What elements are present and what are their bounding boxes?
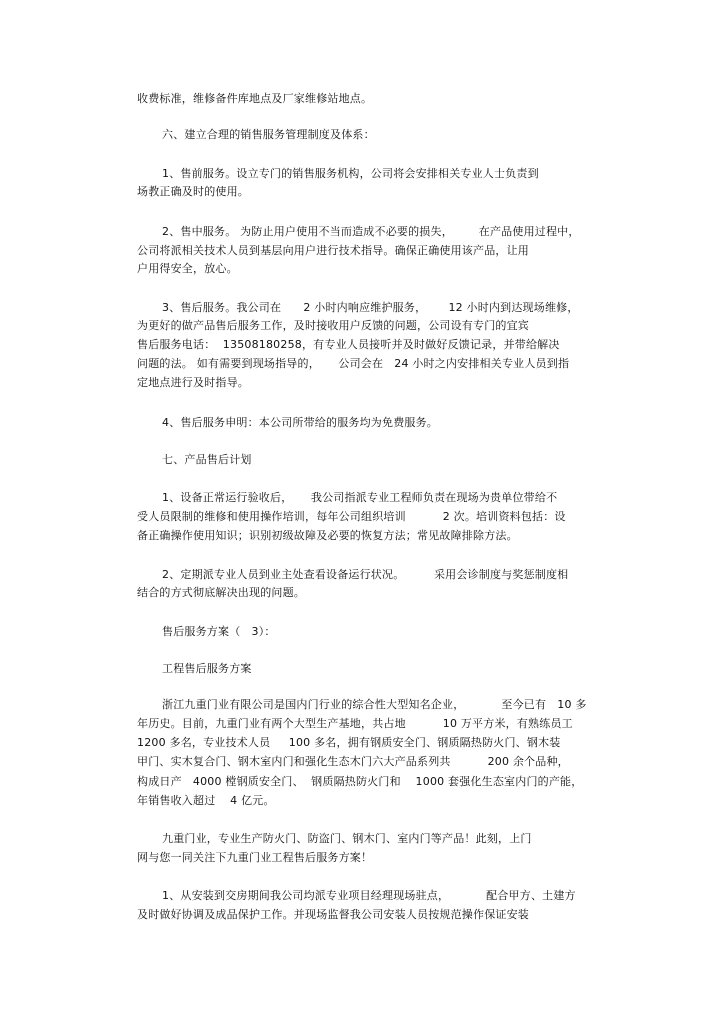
section-heading: 工程售后服务方案	[162, 662, 252, 675]
text-line: 2、售中服务。 为防止用户使用不当而造成不必要的损失， 在产品使用过程中，	[162, 225, 580, 238]
text-line: 2、定期派专业人员到业主处查看设备运行状况。 采用会诊制度与奖惩制度相	[162, 568, 569, 581]
text-line: 收费标准，维修备件库地点及厂家维修站地点。	[137, 92, 373, 105]
section-heading: 六、建立合理的销售服务管理制度及体系：	[162, 128, 375, 141]
text-line: 结合的方式彻底解决出现的问题。	[137, 586, 305, 599]
section-heading: 七、产品售后计划	[162, 453, 252, 466]
text-line: 定地点进行及时指导。	[137, 376, 249, 389]
text-line: 问题的法。 如有需要到现场指导的， 公司会在 24 小时之内安排相关专业人员到指	[137, 357, 570, 370]
text-line: 售后服务电话： 13508180258，有专业人员接听并及时做好反馈记录，并带给解决	[137, 338, 560, 351]
text-line: 1、售前服务。设立专门的销售服务机构，公司将会安排相关专业人士负责到	[162, 167, 539, 180]
text-line: 构成日产 4000 樘钢质安全门、 钢质隔热防火门和 1000 套强化生态室内门的产能，	[137, 775, 583, 788]
text-line: 3、售后服务。我公司在 2 小时内响应维护服务， 12 小时内到达现场维修，	[162, 301, 579, 314]
text-line: 及时做好协调及成品保护工作。并现场监督我公司安装人员按规范操作保证安装	[137, 908, 529, 921]
text-line: 为更好的做产品售后服务工作，及时接收用户反馈的问题，公司设有专门的宜宾	[137, 319, 529, 332]
text-line: 年历史。目前，九重门业有两个大型生产基地，共占地 10 万平方米，有熟练员工	[137, 717, 573, 730]
text-line: 1200 多名，专业技术人员 100 多名，拥有钢质安全门、钢质隔热防火门、钢木装	[137, 736, 561, 749]
text-line: 场教正确及时的使用。	[137, 185, 249, 198]
text-line: 4、售后服务申明：本公司所带给的服务均为免费服务。	[162, 416, 438, 429]
text-line: 公司将派相关技术人员到基层向用户进行技术指导。确保正确使用该产品，让用	[137, 244, 529, 257]
text-line: 1、设备正常运行验收后， 我公司指派专业工程师负责在现场为贵单位带给不	[162, 491, 558, 504]
text-line: 备正确操作使用知识；识别初级故障及必要的恢复方法；常见故障排除方法。	[137, 529, 518, 542]
text-line: 1、从安装到交房期间我公司均派专业项目经理现场驻点， 配合甲方、土建方	[162, 889, 576, 902]
text-line: 年销售收入超过 4 亿元。	[137, 794, 275, 807]
text-line: 网与您一同关注下九重门业工程售后服务方案！	[137, 851, 373, 864]
text-line: 户用得安全，放心。	[137, 262, 238, 275]
text-line: 甲门、实木复合门、钢木室内门和强化生态木门六大产品系列共 200 余个品种，	[137, 755, 569, 768]
text-line: 九重门业，专业生产防火门、防盗门、钢木门、室内门等产品！此刻，上门	[162, 832, 532, 845]
section-heading: 售后服务方案（ 3）：	[162, 625, 276, 638]
text-line: 浙江九重门业有限公司是国内门行业的综合性大型知名企业， 至今已有 10 多	[162, 698, 587, 711]
text-line: 受人员限制的维修和使用操作培训，每年公司组织培训 2 次。培训资料包括：设	[137, 510, 566, 523]
